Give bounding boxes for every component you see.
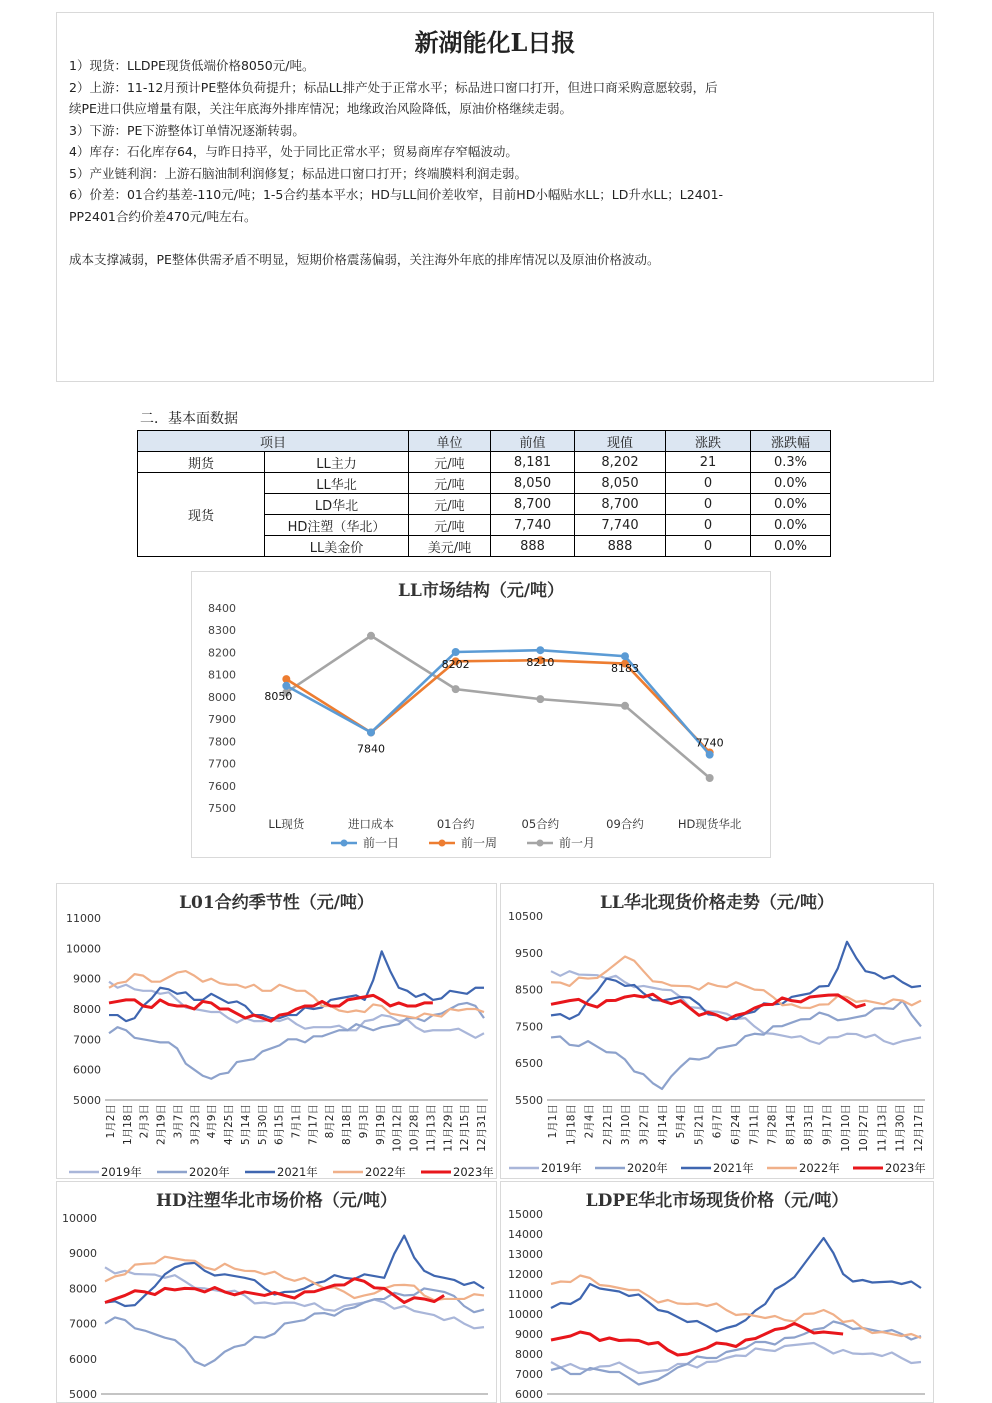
x-tick-label: 5月4日 [675, 1104, 688, 1139]
y-tick-label: 7000 [69, 1317, 97, 1331]
header-cell: 现值 [575, 431, 666, 452]
legend-label: 2022年 [799, 1161, 840, 1175]
x-tick-label: 9月3日 [357, 1104, 370, 1139]
item-cell: LL美金价 [265, 536, 409, 557]
x-tick-label: 12月15日 [459, 1104, 472, 1152]
prev-cell: 8,050 [491, 473, 575, 494]
y-tick-label: 12000 [508, 1268, 543, 1281]
x-tick-label: 11月30日 [894, 1104, 907, 1152]
x-tick-label: 9月17日 [821, 1104, 834, 1146]
report-line: PP2401合约价差470元/吨左右。 [69, 208, 257, 224]
x-tick-label: 11月13日 [425, 1104, 438, 1152]
legend-label: 2022年 [365, 1165, 406, 1178]
report-line: 续PE进口供应增量有限，关注年底海外排库情况；地缘政治风险降低，原油价格继续走弱。 [69, 101, 572, 116]
y-tick-label: 6000 [69, 1352, 97, 1366]
chart-title: LDPE华北市场现货价格（元/吨） [585, 1191, 849, 1211]
y-tick-label: 7700 [208, 757, 236, 771]
x-tick-label: 5月14日 [239, 1104, 252, 1146]
x-tick-label: 2月21日 [601, 1104, 614, 1146]
unit-cell: 元/吨 [409, 515, 491, 536]
x-tick-label: 2月3日 [138, 1104, 151, 1139]
legend-label: 2019年 [101, 1165, 142, 1178]
x-tick-label: 3月27日 [638, 1104, 651, 1146]
series-line [105, 1279, 444, 1303]
series-line [286, 660, 709, 752]
report-title: 新湖能化L日报 [414, 28, 576, 57]
legend-marker [537, 840, 544, 847]
prev-cell: 888 [491, 536, 575, 557]
y-tick-label: 9500 [515, 946, 543, 960]
data-point [368, 632, 375, 639]
chart-svg [57, 1182, 496, 1402]
x-tick-label: 2月4日 [583, 1104, 596, 1139]
y-tick-label: 15000 [508, 1208, 543, 1221]
pct-cell: 0.0% [751, 536, 831, 557]
x-tick-label: 4月9日 [206, 1104, 219, 1139]
legend-label: 2023年 [885, 1161, 926, 1175]
data-point [368, 729, 375, 736]
x-tick-label: 6月15日 [273, 1104, 286, 1146]
data-point [537, 696, 544, 703]
report-line: 5）产业链利润：上游石脑油制利润修复；标品进口窗口打开；终端膜料利润走弱。 [69, 165, 527, 181]
data-label: 8050 [264, 689, 293, 703]
series-line [551, 1324, 843, 1356]
pct-cell: 0.0% [751, 494, 831, 515]
y-tick-label: 8000 [69, 1282, 97, 1296]
data-point [622, 653, 629, 660]
header-cell: 项目 [138, 431, 409, 452]
data-point [283, 676, 290, 683]
report-line: 2）上游：11-12月预计PE整体负荷提升；标品LL排产处于正常水平；标品进口窗口打开，但进口商采购意愿较弱，后 [69, 79, 718, 95]
x-tick-label: 进口成本 [348, 817, 394, 831]
data-point [537, 647, 544, 654]
x-tick-label: 2月19日 [155, 1104, 168, 1146]
y-tick-label: 5000 [69, 1388, 97, 1401]
chart-svg [501, 1182, 933, 1402]
legend-marker [439, 840, 446, 847]
series-line [105, 1236, 484, 1306]
x-tick-label: 3月23日 [189, 1104, 202, 1146]
data-point [283, 682, 290, 689]
x-tick-label: 5月30日 [256, 1104, 269, 1146]
y-tick-label: 7500 [208, 802, 236, 815]
header-cell: 单位 [409, 431, 491, 452]
y-tick-label: 7800 [208, 735, 236, 749]
y-tick-label: 6000 [73, 1063, 101, 1077]
prev-cell: 7,740 [491, 515, 575, 536]
data-label: 8183 [611, 662, 639, 676]
series-line [286, 650, 709, 754]
pct-cell: 0.3% [751, 452, 831, 473]
series-line [551, 994, 866, 1020]
y-tick-label: 7000 [515, 1368, 543, 1381]
chart-svg [192, 572, 770, 857]
y-tick-label: 8400 [208, 602, 236, 615]
x-tick-label: 05合约 [521, 817, 560, 831]
y-tick-label: 8000 [73, 1003, 101, 1016]
y-tick-label: 6500 [515, 1057, 543, 1071]
chg-cell: 0 [666, 473, 751, 494]
x-tick-label: 8月2日 [324, 1104, 337, 1139]
y-tick-label: 8000 [515, 1348, 543, 1361]
x-tick-label: 10月28日 [408, 1104, 421, 1152]
x-tick-label: 7月17日 [307, 1104, 320, 1146]
ldpe-north-spot-chart [500, 1181, 934, 1403]
x-tick-label: 7月1日 [290, 1104, 303, 1139]
y-tick-label: 7600 [208, 779, 236, 793]
x-tick-label: 7月11日 [748, 1104, 761, 1146]
y-tick-label: 11000 [508, 1288, 543, 1301]
x-tick-label: LL现货 [268, 817, 305, 831]
legend-label: 2021年 [277, 1165, 318, 1178]
legend-marker [341, 840, 348, 847]
header-cell: 涨跌幅 [751, 431, 831, 452]
legend-label: 前一日 [363, 836, 400, 850]
prev-cell: 8,181 [491, 452, 575, 473]
y-tick-label: 7500 [515, 1020, 543, 1034]
legend-label: 2021年 [713, 1161, 754, 1175]
x-tick-label: 1月2日 [105, 1104, 117, 1139]
report-line: 3）下游：PE下游整体订单情况逐渐转弱。 [69, 122, 305, 138]
report-line: 1）现货：LLDPE现货低端价格8050元/吨。 [69, 58, 315, 73]
y-tick-label: 7000 [73, 1033, 101, 1047]
y-tick-label: 10000 [508, 1308, 543, 1321]
chart-title: L01合约季节性（元/吨） [179, 893, 374, 913]
x-tick-label: 12月31日 [476, 1104, 488, 1152]
x-tick-label: 6月7日 [711, 1104, 724, 1139]
report-box [56, 12, 934, 382]
curr-cell: 7,740 [575, 515, 666, 536]
x-tick-label: 10月12日 [391, 1104, 404, 1152]
x-tick-label: 1月18日 [565, 1104, 578, 1146]
item-cell: LD华北 [265, 494, 409, 515]
header-cell: 前值 [491, 431, 575, 452]
x-tick-label: 3月7日 [172, 1104, 185, 1139]
header-cell: 涨跌 [666, 431, 751, 452]
chg-cell: 0 [666, 515, 751, 536]
x-tick-label: 10月10日 [839, 1104, 852, 1152]
x-tick-label: 5月21日 [693, 1104, 706, 1146]
legend-label: 前一周 [461, 836, 498, 850]
data-point [706, 751, 713, 758]
y-tick-label: 8500 [515, 983, 543, 997]
y-tick-label: 11000 [66, 912, 101, 925]
x-tick-label: 4月25日 [223, 1104, 236, 1146]
y-tick-label: 7900 [208, 713, 236, 727]
y-tick-label: 10500 [508, 910, 543, 923]
item-cell: LL主力 [265, 452, 409, 473]
chg-cell: 0 [666, 494, 751, 515]
table-header-row [138, 431, 831, 452]
chg-cell: 0 [666, 536, 751, 557]
ll-market-structure-chart [191, 571, 771, 858]
report-summary: 成本支撑减弱，PE整体供需矛盾不明显，短期价格震荡偏弱，关注海外年底的排库情况以及原油价格波动。 [69, 252, 660, 267]
data-point [452, 649, 459, 656]
series-line [551, 942, 921, 1019]
chart-svg [501, 884, 933, 1178]
report-lines [69, 55, 929, 227]
curr-cell: 8,050 [575, 473, 666, 494]
x-tick-label: 9月19日 [374, 1104, 387, 1146]
y-tick-label: 9000 [69, 1247, 97, 1261]
x-tick-label: 11月13日 [876, 1104, 889, 1152]
section-title: 二．基本面数据 [140, 411, 238, 427]
y-tick-label: 5500 [515, 1094, 543, 1107]
hd-injection-north-chart [56, 1181, 497, 1403]
y-tick-label: 8100 [208, 668, 236, 682]
data-point [622, 702, 629, 709]
unit-cell: 元/吨 [409, 452, 491, 473]
pct-cell: 0.0% [751, 515, 831, 536]
chart-title: HD注塑华北市场价格（元/吨） [155, 1191, 398, 1211]
y-tick-label: 8300 [208, 624, 236, 638]
x-tick-label: 12月17日 [913, 1104, 925, 1152]
legend-label: 2019年 [541, 1161, 582, 1175]
x-tick-label: 01合约 [436, 817, 475, 831]
ll-north-spot-trend-chart [500, 883, 934, 1179]
x-tick-label: 10月27日 [858, 1104, 871, 1152]
data-label: 7740 [695, 736, 724, 750]
legend-label: 前一月 [559, 836, 596, 850]
y-tick-label: 8000 [208, 690, 236, 704]
x-tick-label: 3月10日 [620, 1104, 633, 1146]
unit-cell: 元/吨 [409, 473, 491, 494]
y-tick-label: 13000 [508, 1248, 543, 1261]
x-tick-label: 4月14日 [656, 1104, 669, 1146]
basic-data-table [137, 430, 831, 557]
data-label: 7840 [357, 742, 385, 756]
curr-cell: 8,700 [575, 494, 666, 515]
pct-cell: 0.0% [751, 473, 831, 494]
chart-title: LL市场结构（元/吨） [397, 581, 565, 601]
item-cell: HD注塑（华北） [265, 515, 409, 536]
x-tick-label: HD现货华北 [677, 817, 742, 831]
y-tick-label: 8200 [208, 646, 236, 660]
data-label: 8202 [441, 658, 470, 671]
x-tick-label: 6月24日 [730, 1104, 742, 1146]
legend-label: 2023年 [453, 1165, 494, 1178]
chart-title: LL华北现货价格走势（元/吨） [599, 893, 835, 913]
y-tick-label: 10000 [66, 942, 101, 956]
x-tick-label: 8月14日 [784, 1104, 797, 1146]
group-cell: 期货 [138, 452, 265, 473]
x-tick-label: 7月28日 [766, 1104, 779, 1146]
report-line: 4）库存：石化库存64，与昨日持平，处于同比正常水平；贸易商库存窄幅波动。 [69, 144, 518, 159]
unit-cell: 元/吨 [409, 494, 491, 515]
data-point [452, 686, 459, 693]
chart-svg [57, 884, 496, 1178]
data-label: 8210 [526, 656, 555, 670]
chg-cell: 21 [666, 452, 751, 473]
y-tick-label: 6000 [515, 1388, 543, 1401]
curr-cell: 8,202 [575, 452, 666, 473]
table-row [138, 452, 831, 473]
series-line [109, 971, 484, 1018]
data-point [706, 775, 713, 782]
report-line: 6）价差：01合约基差-110元/吨；1-5合约基本平水；HD与LL间价差收窄，目前HD小幅贴水LL；LD升水LL；L2401- [69, 187, 724, 202]
y-tick-label: 9000 [515, 1328, 543, 1341]
y-tick-label: 9000 [73, 972, 101, 986]
prev-cell: 8,700 [491, 494, 575, 515]
y-tick-label: 14000 [508, 1228, 543, 1241]
l01-seasonality-chart [56, 883, 497, 1179]
x-tick-label: 8月18日 [341, 1104, 354, 1146]
x-tick-label: 1月1日 [547, 1104, 559, 1139]
y-tick-label: 5000 [73, 1094, 101, 1107]
series-line [551, 1276, 921, 1339]
unit-cell: 美元/吨 [409, 536, 491, 557]
item-cell: LL华北 [265, 473, 409, 494]
table-row [138, 473, 831, 494]
x-tick-label: 11月29日 [442, 1104, 455, 1152]
legend-label: 2020年 [189, 1165, 230, 1178]
legend-label: 2020年 [627, 1161, 668, 1175]
x-tick-label: 09合约 [606, 817, 644, 831]
series-line [286, 636, 709, 778]
x-tick-label: 1月18日 [121, 1104, 134, 1146]
x-tick-label: 8月31日 [803, 1104, 816, 1146]
group-cell: 现货 [138, 473, 265, 557]
curr-cell: 888 [575, 536, 666, 557]
y-tick-label: 10000 [62, 1212, 97, 1225]
